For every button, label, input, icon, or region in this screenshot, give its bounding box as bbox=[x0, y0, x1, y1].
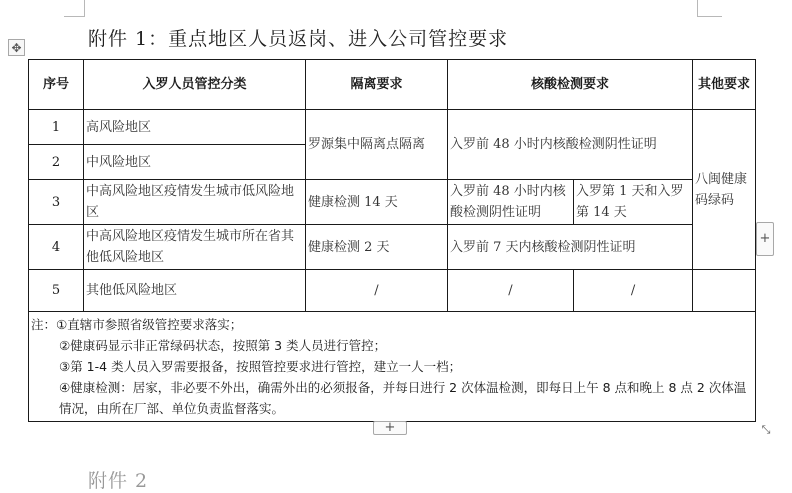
row-4-nat[interactable]: 入罗前 7 天内核酸检测阴性证明 bbox=[448, 225, 693, 270]
page-title: 附件 1：重点地区人员返岗、进入公司管控要求 bbox=[88, 28, 509, 50]
row-2-category[interactable]: 中风险地区 bbox=[84, 145, 306, 180]
header-category: 入罗人员管控分类 bbox=[84, 60, 306, 110]
row-3-no[interactable]: 3 bbox=[29, 180, 84, 225]
row-5-category[interactable]: 其他低风险地区 bbox=[84, 270, 306, 312]
isolation-merged[interactable]: 罗源集中隔离点隔离 bbox=[306, 110, 448, 180]
crop-mark-right bbox=[697, 0, 722, 17]
row-3-isolation[interactable]: 健康检测 14 天 bbox=[306, 180, 448, 225]
note-4: ④健康检测：居家，非必要不外出，确需外出的必须报备，并每日进行 2 次体温检测，即每日上午 8 点和晚上 8 点 2 次体温情况，由所在厂部、单位负责监督落实。 bbox=[59, 380, 747, 416]
header-isolation: 隔离要求 bbox=[306, 60, 448, 110]
nat-merged[interactable]: 入罗前 48 小时内核酸检测阴性证明 bbox=[448, 110, 693, 180]
row-5-isolation[interactable]: / bbox=[306, 270, 448, 312]
table-row bbox=[29, 270, 756, 312]
note-3: ③第 1-4 类人员入罗需要报备，按照管控要求进行管控，建立一人一档； bbox=[59, 359, 462, 374]
row-5-nat-a[interactable]: / bbox=[448, 270, 574, 312]
row-4-isolation[interactable]: 健康检测 2 天 bbox=[306, 225, 448, 270]
row-4-category[interactable]: 中高风险地区疫情发生城市所在省其他低风险地区 bbox=[84, 225, 306, 270]
note-1: 注：①直辖市参照省级管控要求落实； bbox=[31, 317, 243, 332]
header-other: 其他要求 bbox=[693, 60, 756, 110]
row-5-no[interactable]: 5 bbox=[29, 270, 84, 312]
notes-cell[interactable] bbox=[29, 312, 756, 422]
row-5-nat-b[interactable]: / bbox=[574, 270, 693, 312]
row-3-category[interactable]: 中高风险地区疫情发生城市低风险地区 bbox=[84, 180, 306, 225]
next-page-title: 附件 2 bbox=[88, 470, 149, 492]
crop-mark-left bbox=[64, 0, 85, 17]
other-merged[interactable]: 八闽健康码绿码 bbox=[693, 110, 756, 270]
table-row bbox=[29, 110, 756, 145]
control-table bbox=[28, 59, 756, 422]
table-row bbox=[29, 225, 756, 270]
row-3-nat-a[interactable]: 入罗前 48 小时内核酸检测阴性证明 bbox=[448, 180, 574, 225]
row-3-nat-b[interactable]: 入罗第 1 天和入罗第 14 天 bbox=[574, 180, 693, 225]
table-header-row bbox=[29, 60, 756, 110]
table-row bbox=[29, 180, 756, 225]
add-row-button[interactable]: + bbox=[373, 421, 407, 435]
note-2: ②健康码显示非正常绿码状态，按照第 3 类人员进行管控； bbox=[59, 338, 387, 353]
table-resize-icon[interactable]: ⤡ bbox=[761, 423, 771, 436]
table-move-handle-icon[interactable]: ✥ bbox=[8, 39, 25, 56]
notes-row bbox=[29, 312, 756, 422]
row-1-no[interactable]: 1 bbox=[29, 110, 84, 145]
row-5-other[interactable] bbox=[693, 270, 756, 312]
add-column-button[interactable]: + bbox=[756, 222, 774, 256]
header-nat: 核酸检测要求 bbox=[448, 60, 693, 110]
row-2-no[interactable]: 2 bbox=[29, 145, 84, 180]
row-4-no[interactable]: 4 bbox=[29, 225, 84, 270]
row-1-category[interactable]: 高风险地区 bbox=[84, 110, 306, 145]
header-no: 序号 bbox=[29, 60, 84, 110]
